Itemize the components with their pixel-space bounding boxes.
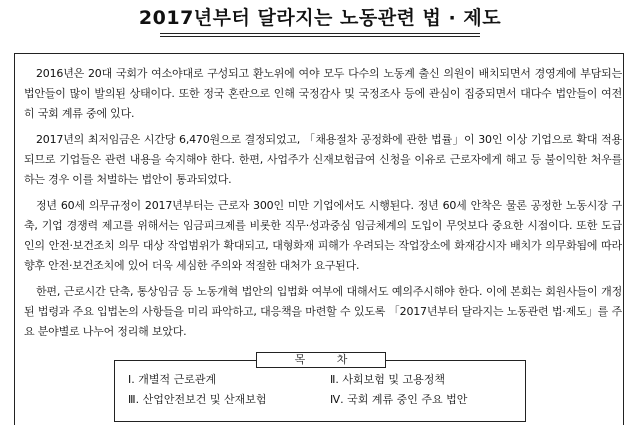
toc-item-industrial-safety: Ⅲ. 산업안전보건 및 산재보험 [128,393,267,406]
toc-item-pending-bills: Ⅳ. 국회 계류 중인 주요 법안 [330,393,468,406]
paragraph-intro: 2016년은 20대 국회가 여소야대로 구성되고 환노위에 여야 모두 다수의 노동계 출신 의원이 배치되면서 경영계에 부담되는 법안들이 많이 발의된 상태이다. 또한 정국 혼란으로 인해 국정감사 및 국정조사 등에 관심이 집중되면서 대다수 법안들이 여전히 국회 계류 중에 있다. [24,67,622,120]
table-of-contents-box [114,360,526,422]
paragraph-labor-reform: 한편, 근로시간 단축, 통상임금 등 노동개혁 법안의 입법화 여부에 대해서도 예의주시해야 한다. 이에 본회는 회원사들이 개정된 법령과 주요 입법논의 사항들을 미리 파악하고, 대응책을 마련할 수 있도록 「2017년부터 달라지는 노동관련 법·제도」를 주요 분야별로 나누어 정리해 보았다. [24,285,622,338]
page-title: 2017년부터 달라지는 노동관련 법 · 제도 [138,7,502,29]
paragraph-minimum-wage: 2017년의 최저임금은 시간당 6,470원으로 결정되었고, 「채용절차 공정화에 관한 법률」이 30인 이상 기업으로 확대 적용되므로 기업들은 관련 내용을 숙지해야 한다. 한편, 사업주가 신재보험급여 신청을 이유로 근로자에게 해고 등 불이익한 처우를 하는 경우 이를 처벌하는 법안이 통과되었다. [24,133,622,186]
table-of-contents-title: 목 차 [256,352,386,368]
title-underline-top [160,33,480,34]
toc-item-social-insurance: Ⅱ. 사회보험 및 고용정책 [330,373,446,386]
paragraph-retirement-age: 정년 60세 의무규정이 2017년부터는 근로자 300인 미만 기업에서도 시행된다. 정년 60세 안착은 물론 공정한 노동시장 구축, 기업 경쟁력 제고를 위해서는 임금피크제를 비롯한 직무·성과중심 임금체계의 도입이 무엇보다 중요한 시점이다. 또한 도급인의 안전·보건조치 의무 대상 작업범위가 확대되고, 대형화재 피해가 우려되는 작업장소에 화재감시자 배치가 의무화됨에 따라 향후 안전·보건조치에 있어 더욱 세심한 주의와 적절한 대처가 요구된다. [24,199,623,272]
title-underline-bottom [160,36,480,37]
toc-item-individual-labor: Ⅰ. 개별적 근로관계 [128,373,217,386]
